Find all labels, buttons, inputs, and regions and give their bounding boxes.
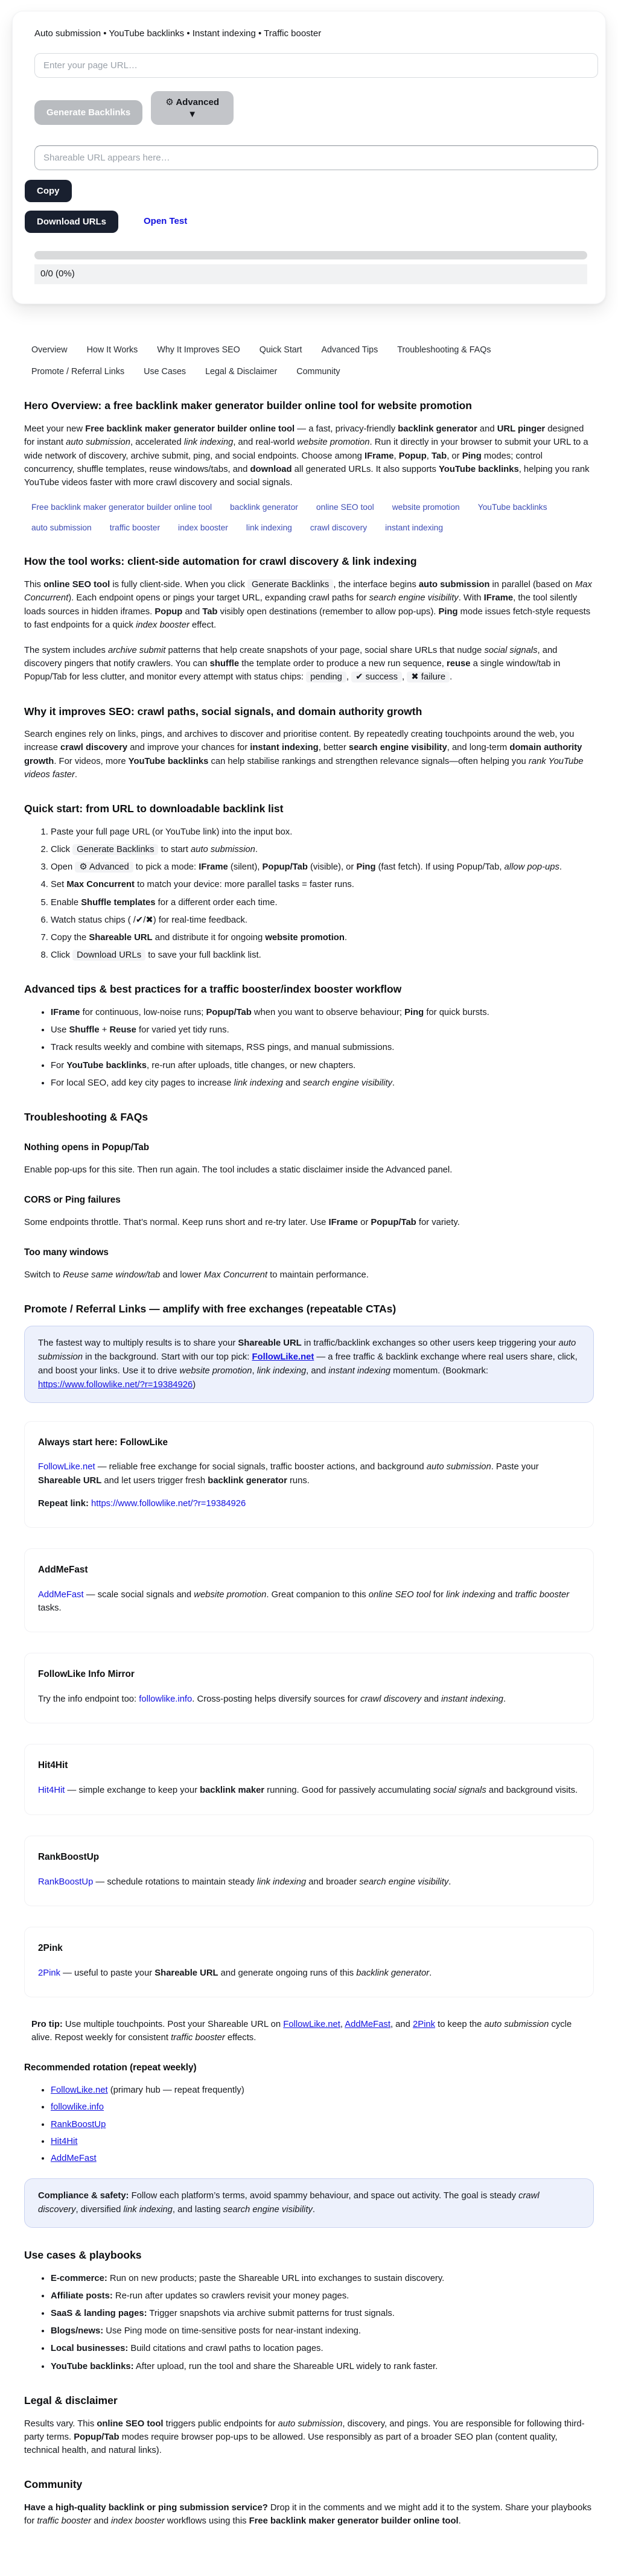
faq-answer: Enable pop-ups for this site. Then run again. The tool includes a static disclaimer inside the Advanced panel. [24, 1165, 453, 1175]
inline-link[interactable]: FollowLike.net [252, 1352, 314, 1362]
text-segment: backlink generator [208, 1475, 287, 1486]
compliance-callout: Compliance & safety: Follow each platform’s terms, avoid spammy behaviour, and space out activity. The goal is steady crawl discovery, diversified link indexing, and lasting search engine visibility. [24, 2178, 594, 2228]
text-segment: YouTube backlinks [128, 756, 209, 766]
text-segment: Max Concurrent [203, 1270, 268, 1280]
referral-card [24, 1744, 594, 1814]
text-segment: traffic booster [515, 1589, 570, 1600]
keyword-link[interactable]: online SEO tool [316, 503, 374, 512]
kbd-chip: Download URLs [72, 950, 145, 961]
section-title-how: How the tool works: client-side automation for crawl discovery & link indexing [24, 555, 417, 568]
faq-entry [24, 1141, 594, 1177]
text-segment: shuffle [209, 659, 240, 669]
hero-paragraph: Meet your new Free backlink maker generator builder online tool — a fast, privacy-friendly backlink generator and URL pinger designed for instant auto submission, accelerated link indexing, and real-world website promotion. Run it directly in your browser to submit your URL to a wide network of discovery, archive submit, ping, and social endpoints. Choose among IFrame, Popup, Tab, or Ping modes; control concurrency, shuffle templates, reuse windows/tabs, and download all generated URLs. It also supports YouTube backlinks, helping you rank YouTube videos faster with more crawl discovery and social signals. [24, 424, 590, 488]
rotation-title: Recommended rotation (repeat weekly) [24, 2062, 197, 2073]
text-segment: Shuffle [69, 1025, 100, 1035]
text-segment: backlink generator [398, 424, 477, 434]
tip-item: • For YouTube backlinks, re-run after uploads, title changes, or new chapters. [51, 1059, 594, 1072]
status-chip: ✖ failure [407, 672, 450, 682]
text-segment: IFrame [328, 1217, 358, 1227]
quickstart-step: 3. Open ⚙ Advanced to pick a mode: IFrame (silent), Popup/Tab (visible), or Ping (fast fetch). If using Popup/Tab, allow pop-ups. [51, 860, 594, 874]
backlink-tool-card [12, 11, 606, 304]
text-segment: Ping [404, 1008, 424, 1017]
rotation-item [51, 2152, 594, 2165]
quickstart-step: 4. Set Max Concurrent to match your device: more parallel tasks = faster runs. [51, 878, 594, 891]
why-paragraph: Search engines rely on links, pings, and archives to discover and prioritise content. By repeatedly creating touchpoints around the web, you increase crawl discovery and improve your chances for instant indexing, better search engine visibility, and long-term domain authority growth. For videos, more YouTube backlinks can help stabilise rankings and strengthen relevance signals—often helping you rank YouTube videos faster. [24, 730, 584, 780]
text-segment: auto submission [418, 580, 490, 590]
section-title-hero: Hero Overview: a free backlink maker generator builder online tool for website promotion [24, 399, 472, 412]
text-segment: SaaS & landing pages: [51, 2309, 147, 2319]
caret-down-icon: ▼ [188, 109, 197, 119]
usecase-item: • SaaS & landing pages: Trigger snapshots via archive submit patterns for trust signals. [51, 2307, 594, 2320]
quickstart-step: 1. Paste your full page URL (or YouTube link) into the input box. [51, 825, 594, 839]
inline-link[interactable]: Hit4Hit [38, 1786, 65, 1796]
inline-link[interactable]: FollowLike.net [38, 1462, 95, 1472]
text-segment: link indexing [256, 1366, 307, 1376]
text-segment: instant indexing [250, 743, 319, 753]
text-segment: IFrame [364, 451, 394, 461]
keyword-link[interactable]: website promotion [392, 503, 460, 512]
text-segment: Pro tip: [31, 2019, 63, 2029]
gear-icon: ⚙ [165, 97, 174, 107]
text-segment: Local businesses: [51, 2344, 129, 2354]
text-segment: IFrame [51, 1008, 80, 1017]
inline-link[interactable]: 2Pink [38, 1968, 61, 1978]
text-segment: rank YouTube videos faster [24, 756, 584, 780]
text-segment: auto submission [190, 844, 255, 854]
text-segment: IFrame [199, 862, 228, 873]
advanced-toggle-button[interactable] [151, 91, 234, 126]
faq-answer: Switch to Reuse same window/tab and lower Max Concurrent to maintain performance. [24, 1270, 369, 1280]
nav-link[interactable]: Why It Improves SEO [157, 345, 240, 355]
nav-link[interactable]: Community [296, 366, 340, 377]
text-segment: E-commerce: [51, 2273, 107, 2283]
text-segment: website promotion [265, 932, 345, 943]
inline-link[interactable]: FollowLike.net [283, 2019, 340, 2029]
text-segment: search engine visibility [348, 743, 447, 753]
inline-link[interactable]: Hit4Hit [51, 2136, 78, 2146]
download-row [25, 211, 584, 233]
inline-link[interactable]: followlike.info [51, 2102, 104, 2113]
keyword-link[interactable]: traffic booster [109, 523, 161, 532]
usecase-list [24, 2272, 594, 2373]
referral-card-title: RankBoostUp [38, 1851, 100, 1862]
referral-card-body: Try the info endpoint too: followlike.info. Cross-posting helps diversify sources for crawl discovery and instant indexing. [38, 1694, 506, 1705]
text-segment: website promotion [179, 1366, 252, 1376]
referral-card [24, 1421, 594, 1528]
referral-card-body: RankBoostUp — schedule rotations to maintain steady link indexing and broader search engine visibility. [38, 1877, 451, 1887]
section-title-legal: Legal & disclaimer [24, 2394, 118, 2406]
open-test-link[interactable]: Open Test [144, 216, 188, 227]
text-segment: traffic booster [171, 2033, 225, 2043]
text-segment: Reuse same window/tab [63, 1270, 161, 1280]
text-segment: Popup/Tab [262, 862, 308, 873]
faq-question: CORS or Ping failures [24, 1194, 121, 1205]
section-title-tips: Advanced tips & best practices for a traffic booster/index booster workflow [24, 983, 402, 996]
keyword-link[interactable]: instant indexing [385, 523, 444, 532]
inline-link[interactable]: RankBoostUp [38, 1877, 94, 1887]
referral-card [24, 1836, 594, 1906]
rotation-item: • FollowLike.net (primary hub — repeat frequently) [51, 2084, 594, 2097]
tip-item: • IFrame for continuous, low-noise runs; Popup/Tab when you want to observe behaviour; Ping for quick bursts. [51, 1006, 594, 1019]
inline-link[interactable]: RankBoostUp [51, 2119, 106, 2129]
text-segment: Repeat link: [38, 1498, 89, 1509]
advanced-label-text: Advanced [176, 97, 220, 107]
keyword-link[interactable]: index booster [178, 523, 228, 532]
referral-card-title: 2Pink [38, 1942, 63, 1953]
text-segment: crawl discovery [38, 2191, 540, 2215]
inline-link[interactable]: AddMeFast [38, 1589, 84, 1600]
nav-link[interactable]: Advanced Tips [321, 345, 378, 355]
generate-backlinks-button[interactable]: Generate Backlinks [34, 100, 142, 125]
text-segment: link indexing [234, 1078, 283, 1088]
text-segment: Popup [398, 451, 427, 461]
text-segment: Max Concurrent [24, 580, 592, 603]
text-segment: online SEO tool [43, 580, 110, 590]
kbd-chip: ⚙ Advanced [75, 862, 133, 873]
keyword-link[interactable]: backlink generator [230, 503, 298, 512]
text-segment: Reuse [109, 1025, 136, 1035]
section-nav [31, 344, 591, 379]
referral-card-body: FollowLike.net — reliable free exchange for social signals, traffic booster actions, and background auto submission. Paste your Shareable URL and let users trigger fresh backlink generator runs. [38, 1462, 539, 1486]
text-segment: online SEO tool [97, 2419, 164, 2429]
text-segment: backlink maker [200, 1786, 265, 1796]
text-segment: Shareable URL [89, 932, 153, 943]
action-button-row [34, 91, 584, 126]
community-paragraph: Have a high-quality backlink or ping submission service? Drop it in the comments and we might add it to the system. Share your playbooks for traffic booster and index booster workflows using this Free backlink maker generator builder online tool. [24, 2502, 591, 2527]
text-segment: Shareable URL [238, 1338, 302, 1348]
text-segment: Affiliate posts: [51, 2291, 113, 2301]
section-title-why: Why it improves SEO: crawl paths, social signals, and domain authority growth [24, 705, 422, 717]
rotation-item [51, 2135, 594, 2148]
quickstart-step: 6. Watch status chips ( /✔/✖) for real-time feedback. [51, 914, 594, 927]
text-segment: online SEO tool [368, 1589, 431, 1600]
inline-link[interactable]: followlike.info [139, 1694, 193, 1705]
referral-cards [24, 1421, 594, 1997]
status-chip: ✔ success [351, 672, 402, 682]
section-title-community: Community [24, 2478, 83, 2491]
text-segment: Blogs/news: [51, 2326, 104, 2336]
inline-link[interactable]: https://www.followlike.net/?r=19384926 [38, 1379, 193, 1390]
quickstart-step: 2. Click Generate Backlinks to start auto submission. [51, 843, 594, 856]
text-segment: Ping [438, 606, 458, 617]
referral-card-body: AddMeFast — scale social signals and website promotion. Great companion to this online SEO tool for link indexing and traffic booster tasks. [38, 1589, 570, 1614]
section-title-promote: Promote / Referral Links — amplify with free exchanges (repeatable CTAs) [24, 1303, 397, 1315]
usecase-item: • YouTube backlinks: After upload, run the tool and share the Shareable URL widely to rank faster. [51, 2360, 594, 2373]
keyword-link[interactable]: auto submission [31, 523, 92, 532]
usecase-item: • Affiliate posts: Re-run after updates so crawlers revisit your money pages. [51, 2289, 594, 2303]
faq-entry [24, 1194, 594, 1229]
text-segment: index booster [136, 620, 190, 630]
text-segment: auto submission [426, 1462, 491, 1472]
inline-link[interactable]: AddMeFast [345, 2019, 390, 2029]
copy-button[interactable]: Copy [25, 180, 72, 202]
text-segment: social signals [433, 1786, 486, 1796]
text-segment: backlink generator [356, 1968, 430, 1978]
section-title-faq: Troubleshooting & FAQs [24, 1110, 148, 1123]
article [0, 399, 618, 2576]
nav-link[interactable]: Troubleshooting & FAQs [397, 345, 491, 355]
inline-link[interactable]: FollowLike.net [51, 2085, 108, 2096]
rotation-item [51, 2118, 594, 2131]
faq-question: Too many windows [24, 1247, 109, 1258]
text-segment: Compliance & safety: [38, 2191, 129, 2201]
text-segment: website promotion [194, 1589, 267, 1600]
nav-link[interactable]: Use Cases [144, 366, 186, 377]
referral-card [24, 1927, 594, 1997]
download-urls-button[interactable]: Download URLs [25, 211, 118, 233]
text-segment: Shareable URL [154, 1968, 218, 1978]
section-title-usecases: Use cases & playbooks [24, 2248, 142, 2261]
referral-card-title: FollowLike Info Mirror [38, 1669, 135, 1680]
referral-card [24, 1653, 594, 1723]
text-segment: search engine visibility [369, 593, 459, 603]
faq-entry [24, 1246, 594, 1282]
usecase-item: • E-commerce: Run on new products; paste the Shareable URL into exchanges to sustain discovery. [51, 2272, 594, 2285]
referral-card-body: 2Pink — useful to paste your Shareable URL and generate ongoing runs of this backlink generator. [38, 1968, 432, 1978]
text-segment: archive submit [107, 645, 166, 655]
kbd-chip: Generate Backlinks [72, 844, 158, 855]
text-segment: allow pop-ups [504, 862, 559, 873]
text-segment: traffic booster [37, 2516, 92, 2527]
text-segment: domain authority growth [24, 743, 582, 766]
text-segment: YouTube backlinks: [51, 2361, 134, 2371]
text-segment: auto submission [278, 2419, 343, 2429]
kbd-chip: Generate Backlinks [247, 579, 333, 590]
nav-link[interactable]: Quick Start [259, 345, 302, 355]
referral-card [24, 1548, 594, 1632]
usecase-item: • Local businesses: Build citations and crawl paths to location pages. [51, 2342, 594, 2355]
text-segment: reuse [446, 659, 471, 669]
text-segment: crawl discovery [360, 1694, 422, 1705]
text-segment: Free backlink maker generator builder online tool [249, 2516, 459, 2527]
text-segment: website promotion [297, 437, 370, 448]
text-segment: Have a high-quality backlink or ping submission service? [24, 2502, 268, 2513]
nav-link[interactable]: Promote / Referral Links [31, 366, 125, 377]
usecase-item: • Blogs/news: Use Ping mode on time-sensitive posts for near-instant indexing. [51, 2324, 594, 2338]
text-segment: link indexing [446, 1589, 495, 1600]
text-segment: Tab [202, 606, 218, 617]
tip-item: • For local SEO, add key city pages to increase link indexing and search engine visibility. [51, 1077, 594, 1090]
keyword-link[interactable]: link indexing [246, 523, 292, 532]
rotation-item [51, 2101, 594, 2114]
progress-bar [34, 251, 587, 259]
text-segment: Free backlink maker generator builder online tool [85, 424, 295, 434]
legal-paragraph: Results vary. This online SEO tool triggers public endpoints for auto submission, discovery, and pings. You are responsible for following third-party terms. Popup/Tab modes require browser pop-ups to be allowed. Use responsibly as part of a broader SEO plan (content quality, technical health, and natural links). [24, 2419, 585, 2455]
text-segment: Max Concurrent [66, 880, 135, 890]
tip-item: • Track results weekly and combine with sitemaps, RSS pings, and manual submissions. [51, 1041, 594, 1054]
referral-card-title: AddMeFast [38, 1565, 88, 1575]
text-segment: instant indexing [441, 1694, 503, 1705]
text-segment: URL pinger [497, 424, 546, 434]
inline-link[interactable]: 2Pink [412, 2019, 435, 2029]
inline-link[interactable]: https://www.followlike.net/?r=19384926 [91, 1498, 246, 1509]
copy-row [25, 180, 584, 202]
nav-link[interactable]: How It Works [86, 345, 138, 355]
text-segment: index booster [110, 2516, 165, 2527]
promote-callout: The fastest way to multiply results is to share your Shareable URL in traffic/backlink exchanges so other users keep triggering your auto submission in the background. Start with our top pick: FollowLike.net — a free traffic & backlink exchange where real users share, click, and boost your links. Use it to drive website promotion, link indexing, and instant indexing momentum. (Bookmark: https://www.followlike.net/?r=19384926) [24, 1326, 594, 1403]
progress-status: 0/0 (0%) [34, 264, 587, 284]
text-segment: auto submission [66, 437, 131, 448]
faq-answer: Some endpoints throttle. That’s normal. Keep runs short and re-try later. Use IFrame or Popup/Tab for variety. [24, 1217, 460, 1227]
shareable-url-output[interactable] [34, 145, 598, 170]
text-segment: Shuffle templates [81, 897, 156, 908]
text-segment: Popup/Tab [371, 1217, 416, 1227]
how-paragraph-1: This online SEO tool is fully client-side. When you click Generate Backlinks , the interface begins auto submission in parallel (based on Max Concurrent). Each endpoint opens or pings your target URL, expanding crawl paths for search engine visibility. With IFrame, the tool silently loads sources in hidden iframes. Popup and Tab visibly open destinations (remember to allow pop-ups). Ping mode issues fetch-style requests to fast endpoints for a quick index booster effect. [24, 580, 592, 630]
text-segment: Popup/Tab [74, 2432, 119, 2442]
keyword-link[interactable]: Free backlink maker generator builder online tool [31, 503, 212, 512]
how-paragraph-2: The system includes archive submit patterns that help create snapshots of your page, social share URLs that nudge social signals, and discovery pingers that notify crawlers. You can shuffle the template order to produce a new run sequence, reuse a single window/tab in Popup/Tab for less clutter, and monitor every attempt with status chips: pending , ✔ success , ✖ failure . [24, 645, 561, 682]
advanced-button-label [165, 97, 219, 109]
inline-link[interactable]: AddMeFast [51, 2153, 97, 2163]
text-segment: search engine visibility [359, 1877, 449, 1887]
quickstart-step: 7. Copy the Shareable URL and distribute it for ongoing website promotion. [51, 931, 594, 944]
text-segment: search engine visibility [302, 1078, 392, 1088]
text-segment: Popup [154, 606, 183, 617]
quickstart-steps [24, 825, 594, 962]
text-segment: auto submission [484, 2019, 549, 2029]
referral-card-body: Hit4Hit — simple exchange to keep your backlink maker running. Good for passively accumulating social signals and background visits. [38, 1786, 578, 1796]
text-segment: crawl discovery [60, 743, 128, 753]
text-segment: Ping [462, 451, 482, 461]
text-segment: YouTube backlinks [439, 464, 519, 474]
text-segment: link indexing [183, 437, 234, 448]
text-segment: link indexing [256, 1877, 307, 1887]
text-segment: Popup/Tab [206, 1008, 252, 1017]
section-title-quickstart: Quick start: from URL to downloadable backlink list [24, 803, 284, 815]
quickstart-step: 5. Enable Shuffle templates for a different order each time. [51, 896, 594, 909]
tip-item: • Use Shuffle + Reuse for varied yet tidy runs. [51, 1023, 594, 1037]
text-segment: Tab [431, 451, 447, 461]
text-segment: social signals [484, 645, 538, 655]
status-chip: pending [306, 672, 346, 682]
text-segment: search engine visibility [223, 2204, 313, 2215]
text-segment: auto submission [38, 1338, 576, 1362]
referral-card-title: Hit4Hit [38, 1760, 68, 1771]
keyword-link[interactable]: YouTube backlinks [477, 503, 547, 512]
text-segment: Shareable URL [38, 1475, 102, 1486]
pro-tip: Pro tip: Use multiple touchpoints. Post your Shareable URL on FollowLike.net, AddMeFast, and 2Pink to keep the auto submission cycle alive. Repost weekly for consistent traffic booster effects. [31, 2019, 572, 2043]
rotation-list [24, 2084, 594, 2165]
text-segment: Ping [356, 862, 376, 873]
referral-card-title: Always start here: FollowLike [38, 1437, 168, 1448]
text-segment: link indexing [123, 2204, 173, 2215]
nav-link[interactable]: Overview [31, 345, 68, 355]
faq-list [24, 1141, 594, 1282]
text-segment: YouTube backlinks [66, 1060, 147, 1070]
referral-repeat-link [38, 1497, 580, 1510]
text-segment: download [250, 464, 292, 474]
faq-question: Nothing opens in Popup/Tab [24, 1142, 150, 1153]
quickstart-step: 8. Click Download URLs to save your full backlink list. [51, 949, 594, 962]
page-url-input[interactable] [34, 53, 598, 78]
keyword-link[interactable]: crawl discovery [310, 523, 368, 532]
tips-list [24, 1006, 594, 1090]
keyword-links [31, 501, 594, 534]
feature-tagline: Auto submission • YouTube backlinks • Instant indexing • Traffic booster [34, 28, 322, 39]
nav-link[interactable]: Legal & Disclaimer [205, 366, 278, 377]
text-segment: instant indexing [328, 1366, 391, 1376]
text-segment: IFrame [483, 593, 514, 603]
